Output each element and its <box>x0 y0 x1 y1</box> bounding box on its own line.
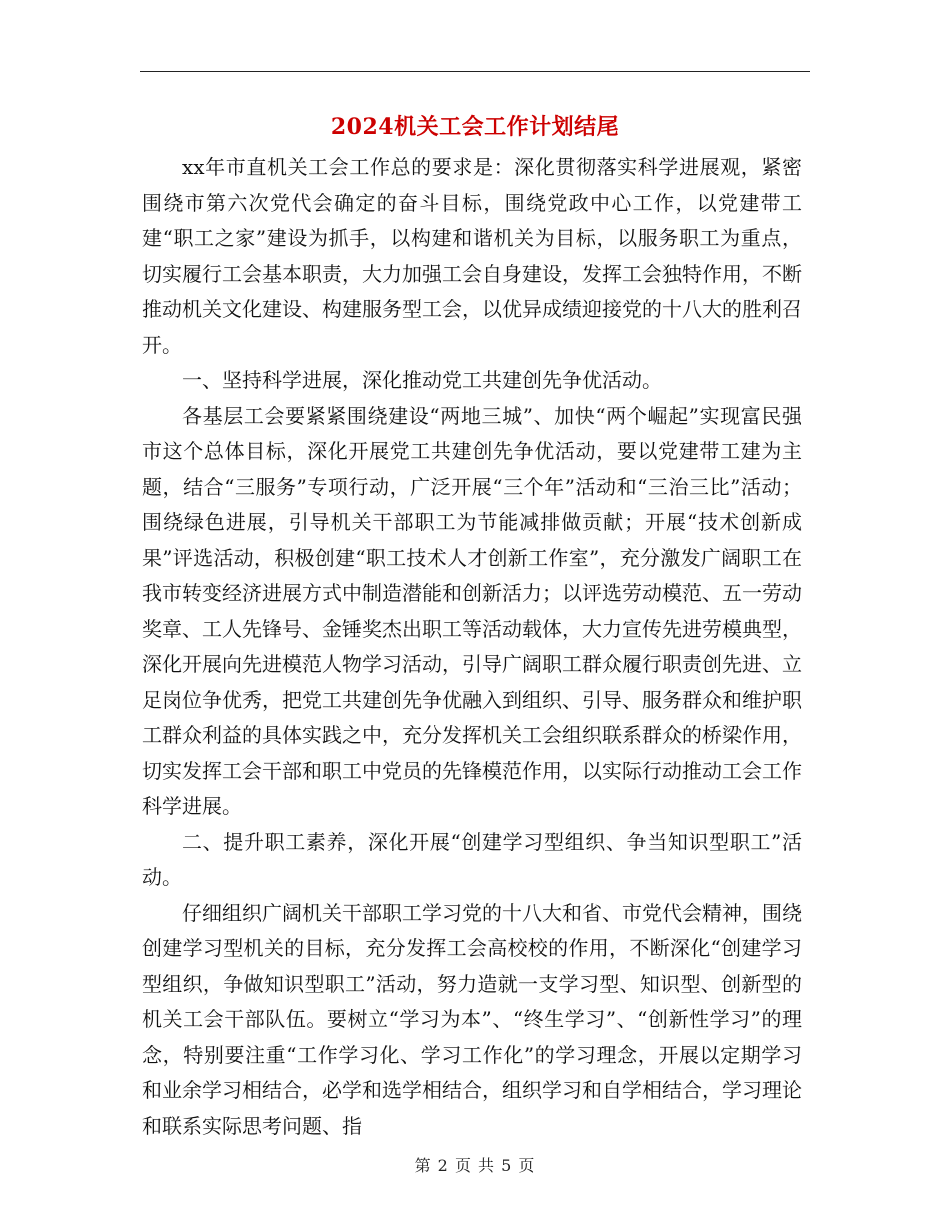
header-rule <box>140 71 810 72</box>
section-heading-1: 一、坚持科学进展，深化推动党工共建创先争优活动。 <box>182 368 662 392</box>
paragraph-section-2: 仔细组织广阔机关干部职工学习党的十八大和省、市党代会精神，围绕创建学习型机关的目标，充分发挥工会高校校的作用，不断深化“创建学习型组织，争做知识型职工”活动，努力造就一支学习型、知识型、创新型的机关工会干部队伍。要树立“学习为本”、“终生学习”、“创新性学习”的理念，特别要注重“工作学习化、学习工作化”的学习理念，开展以定期学习和业余学习相结合，必学和选学相结合，组织学习和自学相结合，学习理论和联系实际思考问题、指 <box>142 900 802 1138</box>
paragraph-intro: xx年市直机关工会工作总的要求是：深化贯彻落实科学进展观，紧密围绕市第六次党代会确定的奋斗目标，围绕党政中心工作，以党建带工建“职工之家”建设为抓手，以构建和谐机关为目标，以服务职工为重点，切实履行工会基本职责，大力加强工会自身建设，发挥工会独特作用，不断推动机关文化建设、构建服务型工会，以优异成绩迎接党的十八大的胜利召开。 <box>142 155 802 357</box>
document-body <box>142 150 802 1144</box>
section-heading-2: 二、提升职工素养，深化开展“创建学习型组织、争当知识型职工”活动。 <box>142 829 802 889</box>
paragraph-section-1: 各基层工会要紧紧围绕建设“两地三城”、加快“两个崛起”实现富民强市这个总体目标，深化开展党工共建创先争优活动，要以党建带工建为主题，结合“三服务”专项行动，广泛开展“三个年”活动和“三治三比”活动；围绕绿色进展，引导机关干部职工为节能减排做贡献；开展“技术创新成果”评选活动，积极创建“职工技术人才创新工作室”，充分激发广阔职工在我市转变经济进展方式中制造潜能和创新活力；以评选劳动模范、五一劳动奖章、工人先锋号、金锤奖杰出职工等活动载体，大力宣传先进劳模典型，深化开展向先进模范人物学习活动，引导广阔职工群众履行职责创先进、立足岗位争优秀，把党工共建创先争优融入到组织、引导、服务群众和维护职工群众利益的具体实践之中，充分发挥机关工会组织联系群众的桥梁作用，切实发挥工会干部和职工中党员的先锋模范作用，以实际行动推动工会工作科学进展。 <box>142 403 802 818</box>
page-number: 第 2 页 共 5 页 <box>414 1156 536 1175</box>
document-title: 2024机关工会工作计划结尾 <box>330 114 620 140</box>
